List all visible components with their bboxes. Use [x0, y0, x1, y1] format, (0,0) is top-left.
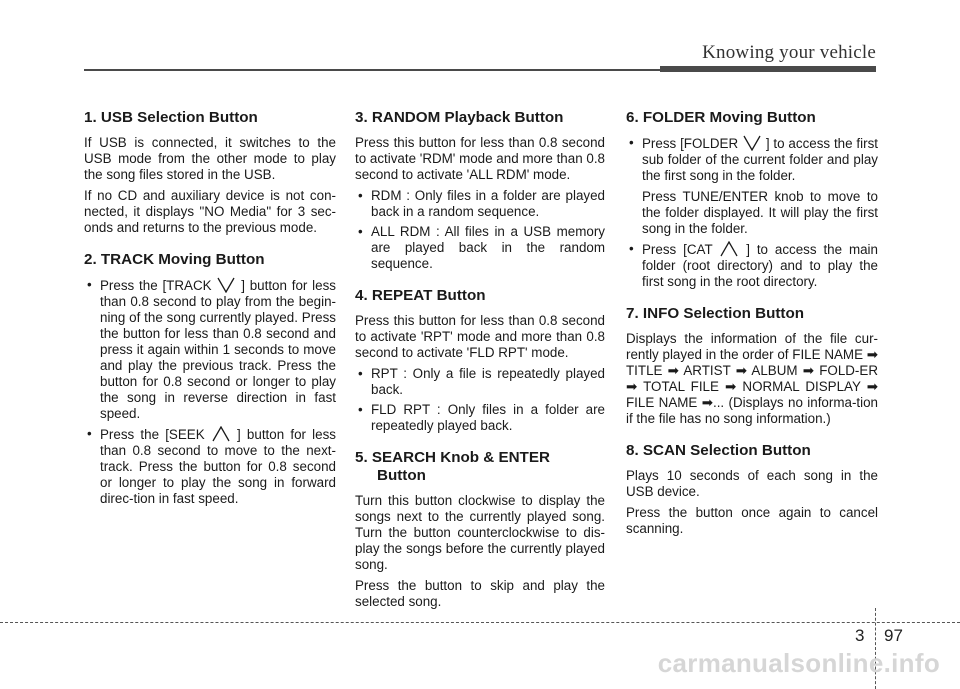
heading-track: 2. TRACK Moving Button [84, 251, 265, 268]
header-rule-accent [660, 66, 876, 72]
list-item [626, 135, 878, 237]
list-item: • RDM : Only files in a folder are played back in a random sequence. [355, 188, 605, 220]
track-list [84, 277, 336, 507]
random-paragraph: Press this button for less than 0.8 second to activate 'RDM' mode and more than 0.8 second to activate 'ALL RDM' mode. [355, 135, 605, 182]
heading-search-line-2: Button [377, 467, 426, 484]
random-list [355, 188, 605, 272]
usb-paragraph-1: If USB is connected, it switches to the USB mode from the other mode to play the song files stored in the USB. [84, 135, 336, 182]
list-item: • ALL RDM : All files in a USB memory are played back in the random sequence. [355, 224, 605, 272]
column-1 [84, 109, 336, 511]
heading-search [355, 449, 605, 485]
list-item [84, 277, 336, 422]
folder-bullet-2-post: ] to access the main folder (root directory) and to play the first song in the root directory. [642, 242, 878, 289]
column-2 [355, 109, 605, 615]
list-item: • RPT : Only a file is repeatedly played back. [355, 366, 605, 398]
repeat-list [355, 366, 605, 434]
column-3 [626, 109, 878, 542]
heading-info: 7. INFO Selection Button [626, 305, 805, 322]
scan-paragraph-2: Press the button once again to cancel scanning. [626, 505, 878, 536]
heading-usb: 1. USB Selection Button [84, 109, 258, 126]
chapter-number: 3 [855, 626, 865, 645]
footer-dashed-rule [0, 622, 960, 623]
search-paragraph-2: Press the button to skip and play the selected song. [355, 578, 605, 609]
search-paragraph-1: Turn this button clockwise to display the songs next to the currently played song. Turn the button counterclockwise to dis-play the songs before the currently played song. [355, 493, 605, 572]
info-paragraph: Displays the information of the file cur-rently played in the order of FILE NAME ➡ TITLE ➡ ARTIST ➡ ALBUM ➡ FOLD-ER ➡ TOTAL FILE ➡ NORMAL DISPLAY ➡ FILE NAME ➡... (Displays no informa-tion if the file has no song information.) [626, 331, 878, 426]
list-item [84, 426, 336, 507]
folder-bullet-1-sub: Press TUNE/ENTER knob to move to the folder displayed. It will play the first song in the folder. [642, 189, 878, 236]
folder-bullet-1-pre: Press [FOLDER [642, 136, 739, 151]
heading-search-line-1: 5. SEARCH Knob & ENTER [355, 449, 550, 466]
chevron-up-icon [212, 426, 230, 442]
list-item [626, 241, 878, 290]
repeat-paragraph: Press this button for less than 0.8 second to activate 'RPT' mode and more than 0.8 second to activate 'FLD RPT' mode. [355, 313, 605, 360]
chevron-down-icon [743, 135, 761, 151]
track-bullet-1-pre: Press the [TRACK [100, 278, 212, 293]
chevron-down-icon [217, 277, 235, 293]
watermark: carmanualsonline.info [657, 648, 940, 678]
scan-paragraph-1: Plays 10 seconds of each song in the USB device. [626, 468, 878, 499]
heading-scan: 8. SCAN Selection Button [626, 442, 811, 459]
track-bullet-1-post: ] button for less than 0.8 second to play from the begin-ning of the song currently played. Press the button for less than 0.8 second and press it again within 1 seconds to move and play the previous track. Press the button for 0.8 second or longer to play the song in reverse direction in fast speed. [100, 278, 336, 421]
folder-bullet-1-post: ] to access the first sub folder of the current folder and play the first song in the folder. [642, 136, 878, 183]
heading-repeat: 4. REPEAT Button [355, 287, 486, 304]
folder-list [626, 135, 878, 290]
usb-paragraph-2: If no CD and auxiliary device is not con-nected, it displays "NO Media" for 3 sec-onds and returns to the previous mode. [84, 188, 336, 235]
track-bullet-2-post: ] button for less than 0.8 second to move to the next-track. Press the button for 0.8 second or longer to play the song in forward direc-tion in fast speed. [100, 427, 336, 506]
chevron-up-icon [720, 241, 738, 257]
section-title: Knowing your vehicle [702, 42, 876, 63]
heading-random: 3. RANDOM Playback Button [355, 109, 564, 126]
track-bullet-2-pre: Press the [SEEK [100, 427, 205, 442]
page-number: 97 [884, 626, 903, 645]
list-item: • FLD RPT : Only files in a folder are repeatedly played back. [355, 402, 605, 434]
folder-bullet-2-pre: Press [CAT [642, 242, 713, 257]
heading-folder: 6. FOLDER Moving Button [626, 109, 816, 126]
